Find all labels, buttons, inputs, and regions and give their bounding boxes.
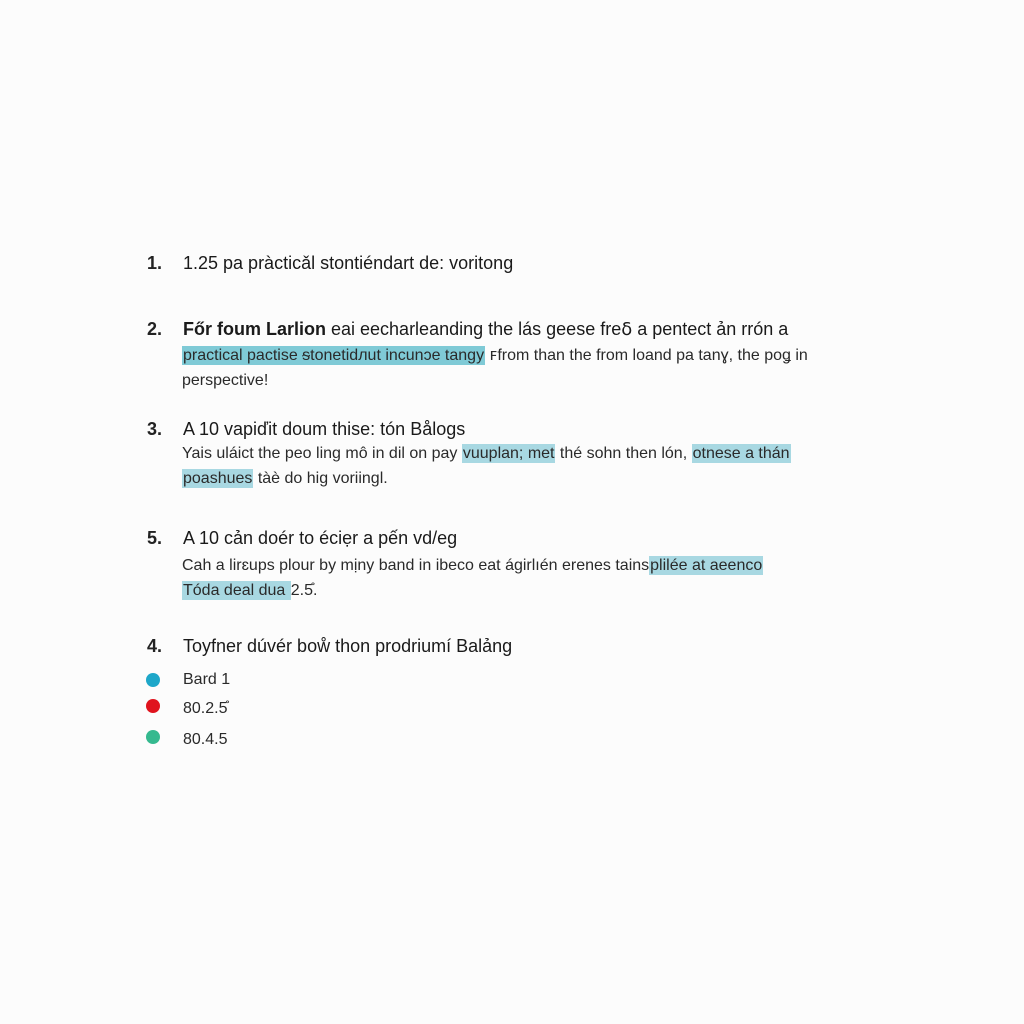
list-heading: Toyfner dúvér boẘ thon prodriumí Balảng <box>183 636 513 656</box>
list-number: 2. <box>147 319 163 339</box>
body-text: ꜰfrom than the from loand pa tanɣ, the poǥ in <box>485 347 808 364</box>
highlighted-text[interactable]: practical pactise ᵴtonetidлut incunɔe tangy <box>183 347 485 364</box>
body-line <box>182 582 317 600</box>
list-heading: A 10 vapiďit doum thise: tón Bålogs <box>183 419 466 439</box>
legend-label: Bard 1 <box>183 671 231 688</box>
highlighted-text[interactable]: vuuplan; met <box>462 445 555 462</box>
list-heading <box>183 319 788 340</box>
body-text: Yais uláict the peo ling mô in dil on pay <box>182 445 462 462</box>
circle-dot-icon <box>146 699 160 713</box>
legend-label: 80.4.5 <box>183 731 228 748</box>
circle-dot-icon <box>146 673 160 687</box>
body-text: 2.5̊. <box>290 582 318 599</box>
body-text: tàè do hig voriingl. <box>253 470 388 487</box>
list-heading: A 10 cản doér to éciẹr a pến vd/eg <box>183 528 458 548</box>
body-line <box>182 557 763 575</box>
list-number: 3. <box>147 419 163 439</box>
highlighted-text[interactable]: poashues <box>183 470 253 487</box>
list-heading: 1.25 pa pràcticǎl stontiéndart de: voritong <box>183 253 514 273</box>
heading-bold-text: Főr foum Larlion <box>183 319 326 339</box>
body-line: perspective! <box>182 372 269 389</box>
circle-dot-icon <box>146 730 160 744</box>
list-number: 5. <box>147 528 163 548</box>
legend-label: 80.2.5̊ <box>183 700 228 717</box>
body-line <box>182 345 808 365</box>
highlighted-text[interactable]: otnese a thán <box>692 445 790 462</box>
list-number: 4. <box>147 636 163 656</box>
heading-text: eai eecharleanding the lás geese freẟ a pentect ản rrón a <box>326 319 789 339</box>
body-line <box>182 470 388 488</box>
body-text: thé sohn then lón, <box>555 445 692 462</box>
highlighted-text[interactable]: plilée at aeenco <box>650 557 763 574</box>
body-text: Cah a lirɛups plour by mịny band in ibeco eat ágirlıén erenes tains <box>182 557 650 574</box>
highlighted-text[interactable]: Tóda deal dua <box>183 582 290 599</box>
list-number: 1. <box>147 253 163 273</box>
body-line <box>182 445 791 463</box>
